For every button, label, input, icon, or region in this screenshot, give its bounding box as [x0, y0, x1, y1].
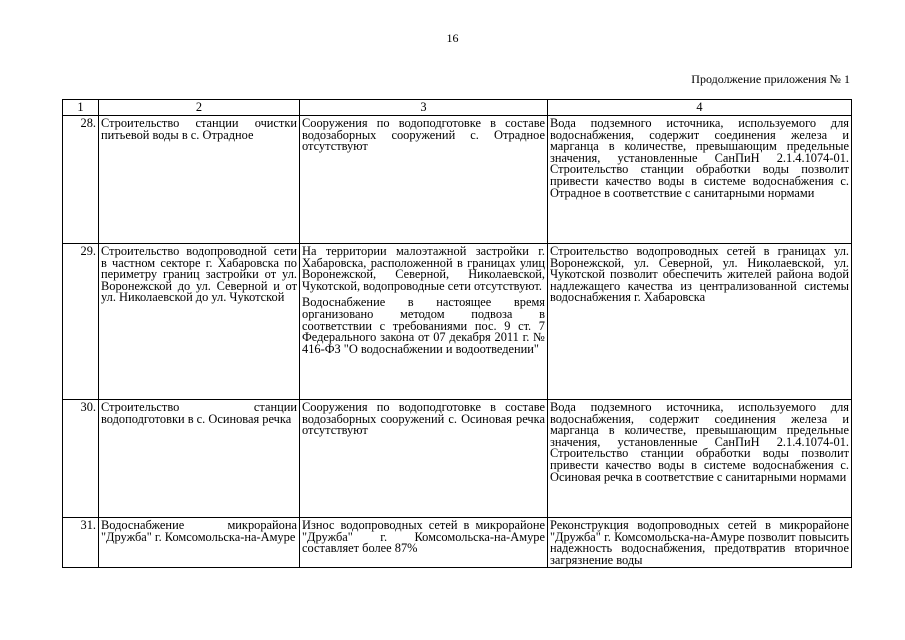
- header-cell-2: 2: [99, 100, 300, 116]
- appendix-table: [62, 99, 852, 568]
- table-row: [63, 244, 852, 400]
- problem-cell: [300, 400, 548, 518]
- problem-text: Сооружения по водоподготовке в составе водозаборных сооружений с. Осиновая речка отсутствуют: [302, 400, 545, 438]
- table-row: [63, 518, 852, 568]
- object-cell: Строительство станции очистки питьевой воды в с. Отрадное: [99, 116, 300, 244]
- page-number: 16: [446, 31, 459, 45]
- row-number: 30.: [63, 400, 99, 518]
- row-number: 29.: [63, 244, 99, 400]
- header-cell-4: 4: [548, 100, 852, 116]
- problem-cell: [300, 518, 548, 568]
- continuation-label: Продолжение приложения № 1: [691, 72, 850, 86]
- object-cell: Строительство водопроводной сети в частном секторе г. Хабаровска по периметру границ застройки от ул. Воронежской до ул. Северной и от ул. Николаевской до ул. Чукотской: [99, 244, 300, 400]
- header-cell-1: 1: [63, 100, 99, 116]
- problem-text: Износ водопроводных сетей в микрорайоне "Дружба" г. Комсомольска-на-Амуре составляет более 87%: [302, 518, 545, 556]
- problem-text: Водоснабжение в настоящее время организовано методом подвоза в соответствии с требованиями пос. 9 ст. 7 Федерального закона от 07 декабря 2011 г. № 416-ФЗ "О водоснабжении и водоотведении": [302, 295, 545, 356]
- solution-cell: Вода подземного источника, используемого для водоснабжения, содержит соединения железа и марганца в количестве, превышающим предельные значения, установленные СанПиН 2.1.4.1074-01. Строительство станции обработки воды позволит привести качество воды в системе водоснабжения с. Осиновая речка в соответствие с санитарными нормами: [548, 400, 852, 518]
- problem-text: На территории малоэтажной застройки г. Хабаровска, расположенной в границах улиц Воронежской, Северной, Николаевской, Чукотской, водопроводные сети отсутствуют.: [302, 244, 545, 293]
- table-row: [63, 116, 852, 244]
- header-cell-3: 3: [300, 100, 548, 116]
- object-cell: Строительство станции водоподготовки в с. Осиновая речка: [99, 400, 300, 518]
- solution-cell: Вода подземного источника, используемого для водоснабжения, содержит соединения железа и марганца в количестве, превышающим предельные значения, установленные СанПиН 2.1.4.1074-01. Строительство станции обработки воды позволит привести качество воды в системе водоснабжения с. Отрадное в соответствие с санитарными нормами: [548, 116, 852, 244]
- problem-cell: [300, 244, 548, 400]
- solution-cell: Реконструкция водопроводных сетей в микрорайоне "Дружба" г. Комсомольска-на-Амуре позволит повысить надежность водоснабжения, предотвратив вторичное загрязнение воды: [548, 518, 852, 568]
- header-row: [63, 100, 852, 116]
- problem-cell: [300, 116, 548, 244]
- row-number: 31.: [63, 518, 99, 568]
- solution-cell: Строительство водопроводных сетей в границах ул. Воронежской, ул. Северной, ул. Николаевской, ул. Чукотской позволит обеспечить жителей района водой надлежащего качества из централизованной системы водоснабжения г. Хабаровска: [548, 244, 852, 400]
- object-cell: Водоснабжение микрорайона "Дружба" г. Комсомольска-на-Амуре: [99, 518, 300, 568]
- problem-text: Сооружения по водоподготовке в составе водозаборных сооружений с. Отрадное отсутствуют: [302, 116, 545, 154]
- row-number: 28.: [63, 116, 99, 244]
- table-row: [63, 400, 852, 518]
